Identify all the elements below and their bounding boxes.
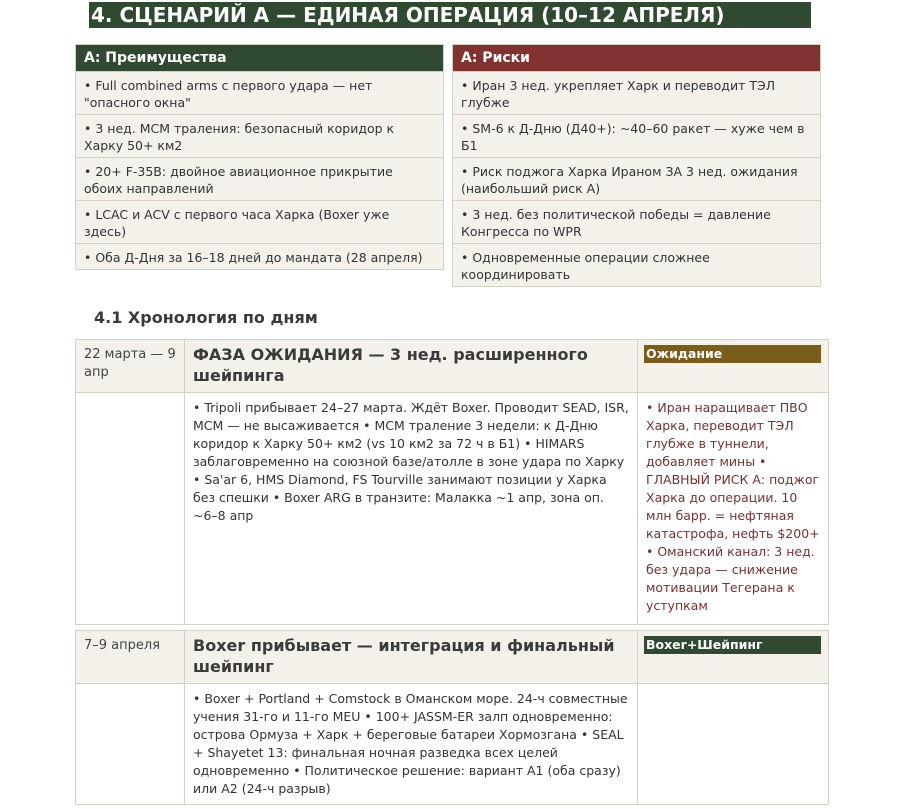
pros-item: • Full combined arms с первого удара — нет "опасного окна" (76, 71, 443, 114)
pros-table (75, 44, 444, 270)
phase-card (75, 339, 829, 625)
pros-item: • 3 нед. MCM траления: безопасный коридор к Харку 50+ км2 (76, 114, 443, 157)
risks-item: • SM-6 к Д-Дню (Д40+): ~40–60 ракет — хуже чем в Б1 (453, 114, 820, 157)
pros-item: • Оба Д-Дня за 16–18 дней до мандата (28 апреля) (76, 243, 443, 269)
empty-cell (76, 684, 185, 805)
phase-risk: • Иран наращивает ПВО Харка, переводит ТЭЛ глубже в туннели, добавляет мины • ГЛАВНЫЙ РИСК А: поджог Харка до операции. 10 млн барр. = нефтяная катастрофа, нефть $200+ • Оманский канал: 3 нед. без удара — снижение мотивации Тегерана к уступкам (646, 400, 820, 613)
section-title: 4. СЦЕНАРИЙ А — ЕДИНАЯ ОПЕРАЦИЯ (10–12 АПРЕЛЯ) (89, 2, 811, 28)
phase-dates: 22 марта — 9 апр (76, 340, 185, 392)
phase-dates: 7–9 апреля (76, 631, 185, 683)
risks-table (452, 44, 821, 287)
phase-description: • Boxer + Portland + Comstock в Оманском море. 24-ч совместные учения 31-го и 11-го MEU • 100+ JASSM-ER залп одновременно: острова Ормуза + Харк + береговые батареи Хормозгана • SEAL + Shayetet 13: финальная ночная разведка всех целей одновременно • Политическое решение: вариант А1 (оба сразу) или А2 (24-ч разрыв) (185, 684, 638, 805)
risks-item: • Риск поджога Харка Ираном ЗА 3 нед. ожидания (наибольший риск А) (453, 157, 820, 200)
phase-card (75, 630, 829, 805)
phase-title: ФАЗА ОЖИДАНИЯ — 3 нед. расширенного шейпинга (185, 340, 638, 392)
empty-cell (76, 393, 185, 625)
risks-item: • Одновременные операции сложнее координировать (453, 243, 820, 286)
risks-header: А: Риски (453, 45, 820, 71)
pros-header: А: Преимущества (76, 45, 443, 71)
risks-item: • Иран 3 нед. укрепляет Харк и переводит ТЭЛ глубже (453, 71, 820, 114)
risks-item: • 3 нед. без политической победы = давление Конгресса по WPR (453, 200, 820, 243)
phase-description: • Tripoli прибывает 24–27 марта. Ждёт Boxer. Проводит SEAD, ISR, MCM — не высаживается • MCM траление 3 недели: к Д-Дню коридор к Харку 50+ км2 (vs 10 км2 за 72 ч в Б1) • HIMARS заблаговременно на союзной базе/атолле в зоне удара по Харку • Sa'ar 6, HMS Diamond, FS Tourville занимают позиции у Харка без спешки • Boxer ARG в транзите: Малакка ~1 апр, зона оп. ~6–8 апр (185, 393, 638, 625)
pros-item: • LCAC и ACV с первого часа Харка (Boxer уже здесь) (76, 200, 443, 243)
phase-risk (638, 684, 828, 805)
timeline-heading: 4.1 Хронология по дням (94, 308, 318, 327)
phase-title: Boxer прибывает — интеграция и финальный шейпинг (185, 631, 638, 683)
phase-tag: Ожидание (644, 345, 821, 363)
phase-tag: Boxer+Шейпинг (644, 636, 821, 654)
pros-item: • 20+ F-35B: двойное авиационное прикрытие обоих направлений (76, 157, 443, 200)
